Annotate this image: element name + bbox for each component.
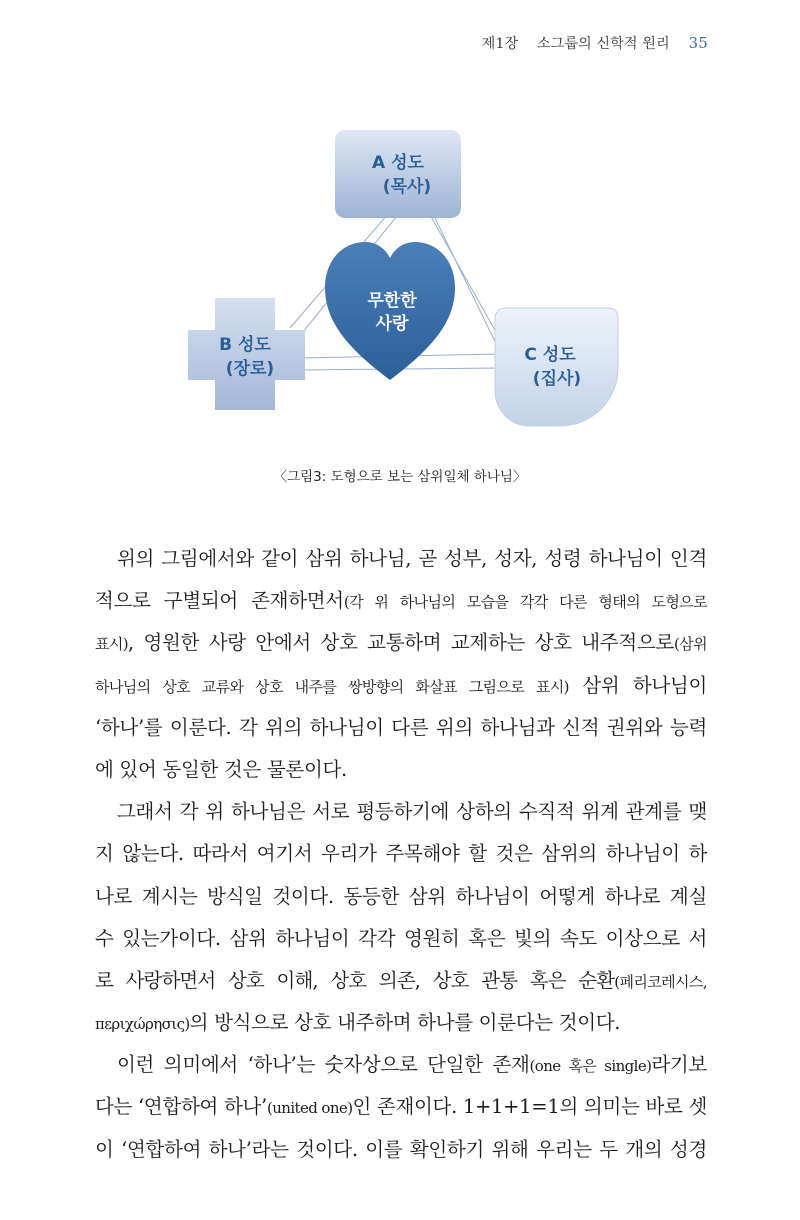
page-number: 35 [688, 34, 708, 52]
paragraph-3-line-3: 이 ‘연합하여 하나’라는 것이다. 이를 확인하기 위해 우리는 두 개의 성경 [95, 1137, 707, 1161]
paragraph-1-line-4: 하나님의 상호 교류와 상호 내주를 쌍방향의 화살표 그림으로 표시) 삼위 하나님이 [95, 673, 707, 697]
paragraph-1-line-5: ‘하나’를 이룬다. 각 위의 하나님이 다른 위의 하나님과 신적 권위와 능력 [95, 715, 707, 739]
chapter-title: 소그룹의 신학적 원리 [537, 36, 670, 52]
body-text [95, 538, 707, 1171]
node-c-label-2: (집사) [532, 369, 582, 389]
chapter-label: 제1장 [481, 36, 519, 52]
paragraph-3-line-1: 이런 의미에서 ‘하나’는 숫자상으로 단일한 존재(one 혹은 single)라기보 [117, 1053, 707, 1077]
paragraph-2-line-2: 지 않는다. 따라서 여기서 우리가 주목해야 할 것은 삼위의 하나님이 하 [95, 842, 707, 866]
paragraph-2-line-5: 로 사랑하면서 상호 이해, 상호 의존, 상호 관통 혹은 순환(페리코레시스, [95, 968, 707, 992]
trinity-diagram [150, 118, 630, 448]
paragraph-1-line-3: 표시), 영원한 사랑 안에서 상호 교통하며 교제하는 상호 내주적으로(삼위 [95, 631, 707, 655]
node-c-label-1: C 성도 [524, 345, 576, 365]
paragraph-1-line-6: 에 있어 동일한 것은 물론이다. [95, 757, 347, 781]
diagram-svg [150, 118, 630, 448]
node-a-box [335, 130, 461, 218]
node-a-label-1: A 성도 [372, 153, 424, 173]
paragraph-1-line-2: 적으로 구별되어 존재하면서(각 위 하나님의 모습을 각각 다른 형태의 도형으로 [95, 589, 707, 613]
paragraph-2-line-3: 나로 계시는 방식일 것이다. 동등한 삼위 하나님이 어떻게 하나로 계실 [95, 884, 707, 908]
figure-caption: 〈그림3: 도형으로 보는 삼위일체 하나님〉 [273, 469, 527, 485]
paragraph-1-line-1: 위의 그림에서와 같이 삼위 하나님, 곧 성부, 성자, 성령 하나님이 인격 [117, 547, 707, 570]
running-header [482, 33, 708, 53]
node-a-label-2: (목사) [382, 177, 432, 197]
heart-label-2: 사랑 [375, 314, 409, 334]
paragraph-2-line-6: περιχώρησις)의 방식으로 상호 내주하며 하나를 이룬다는 것이다. [95, 1011, 621, 1035]
paragraph-2-line-1: 그래서 각 위 하나님은 서로 평등하기에 상하의 수직적 위계 관계를 맺 [117, 800, 707, 824]
heart-shape [325, 242, 455, 380]
node-b-label-1: B 성도 [219, 335, 271, 355]
node-c-leaf [495, 308, 618, 426]
paragraph-2-line-4: 수 있는가이다. 삼위 하나님이 각각 영원히 혹은 빛의 속도 이상으로 서 [95, 926, 707, 950]
node-b-label-2: (장로) [225, 359, 275, 379]
heart-label-1: 무한한 [367, 291, 417, 311]
paragraph-3-line-2: 다는 ‘연합하여 하나’(united one)인 존재이다. 1+1+1=1의 의미는 바로 셋 [95, 1095, 707, 1119]
